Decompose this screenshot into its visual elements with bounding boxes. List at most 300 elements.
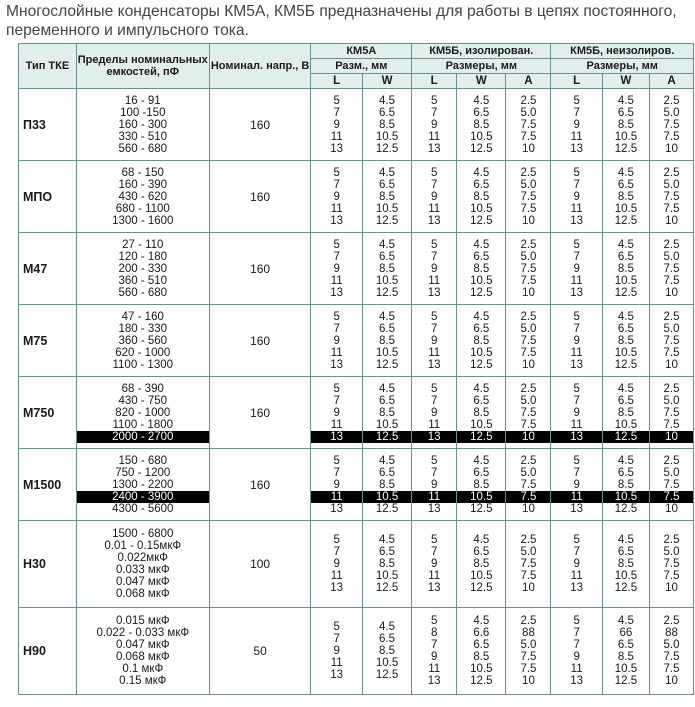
insulated-W-value: 6.5 bbox=[473, 178, 490, 191]
capacitance-value: 1100 - 1800 bbox=[112, 418, 174, 431]
insulated-W-cell bbox=[457, 608, 506, 695]
tke-type-cell: Н90 bbox=[19, 608, 77, 695]
page-title: Многослойные конденсаторы КМ5А, КМ5Б предназначены для работы в цепях постоянного, переменного и импульсного тока. bbox=[6, 3, 677, 39]
noninsulated-W-value: 12.5 bbox=[614, 214, 638, 227]
noninsulated-L-value: 13 bbox=[570, 142, 584, 155]
km5a-L-value: 13 bbox=[330, 142, 344, 155]
capacitance-value: 200 - 330 bbox=[118, 262, 168, 275]
noninsulated-A-value: 7.5 bbox=[663, 190, 680, 203]
km5a-L-value: 13 bbox=[330, 214, 344, 227]
noninsulated-A-value: 10 bbox=[650, 431, 693, 443]
insulated-L-value: 13 bbox=[427, 358, 441, 371]
capacitance-value: 1500 - 6800 bbox=[112, 528, 174, 540]
insulated-W-value: 8.5 bbox=[473, 190, 490, 203]
insulated-A-value: 7.5 bbox=[520, 118, 537, 131]
insulated-A-value: 2.5 bbox=[520, 94, 537, 107]
noninsulated-L-value: 13 bbox=[570, 582, 584, 594]
insulated-W-value: 12.5 bbox=[457, 431, 505, 443]
noninsulated-A-value: 5.0 bbox=[663, 546, 680, 558]
capacitance-value: 1300 - 2200 bbox=[112, 478, 174, 491]
insulated-A-value: 2.5 bbox=[520, 534, 537, 546]
insulated-W-value: 12.5 bbox=[470, 358, 493, 371]
noninsulated-L-value: 7 bbox=[573, 178, 580, 191]
noninsulated-A-value: 7.5 bbox=[663, 663, 680, 675]
km5a-L-value: 7 bbox=[333, 546, 340, 558]
insulated-W-cell bbox=[457, 521, 506, 608]
header-km5b-insulated: КМ5Б, изолирован. bbox=[412, 44, 551, 59]
km5a-L-value: 5 bbox=[333, 454, 340, 467]
km5a-W-value: 6.5 bbox=[379, 546, 396, 558]
insulated-A-cell bbox=[506, 521, 551, 608]
header-insulated-A: A bbox=[506, 74, 551, 89]
km5a-W-value: 10.5 bbox=[375, 418, 399, 431]
insulated-A-value: 2.5 bbox=[520, 310, 537, 323]
noninsulated-W-value: 8.5 bbox=[617, 651, 634, 663]
km5a-L-value: 13 bbox=[311, 431, 361, 443]
capacitance-value: 620 - 1000 bbox=[115, 346, 171, 359]
noninsulated-L-value: 7 bbox=[573, 627, 580, 639]
km5a-W-value: 10.5 bbox=[363, 491, 411, 503]
noninsulated-L-cell bbox=[551, 305, 602, 377]
insulated-L-value: 5 bbox=[430, 615, 438, 627]
insulated-L-value: 13 bbox=[427, 286, 441, 299]
insulated-W-value: 12.5 bbox=[470, 142, 493, 155]
insulated-L-value: 9 bbox=[430, 262, 438, 275]
insulated-A-value: 7.5 bbox=[520, 334, 537, 347]
km5a-L-value: 7 bbox=[333, 250, 340, 263]
insulated-L-value: 13 bbox=[427, 502, 441, 515]
rated-voltage-cell: 50 bbox=[209, 608, 311, 695]
insulated-A-value: 2.5 bbox=[520, 238, 537, 251]
km5a-L-value: 13 bbox=[330, 358, 344, 371]
km5a-L-cell bbox=[311, 521, 362, 608]
noninsulated-W-value: 12.5 bbox=[614, 502, 638, 515]
noninsulated-L-value: 11 bbox=[570, 130, 583, 143]
insulated-W-value: 4.5 bbox=[473, 534, 490, 546]
km5a-W-value: 12.5 bbox=[375, 142, 399, 155]
km5a-W-value: 10.5 bbox=[375, 657, 399, 669]
noninsulated-L-value: 9 bbox=[573, 262, 580, 275]
capacitance-value: 1100 - 1300 bbox=[112, 358, 174, 371]
km5a-W-value: 6.5 bbox=[379, 178, 396, 191]
insulated-L-value: 7 bbox=[430, 394, 438, 407]
noninsulated-L-value: 11 bbox=[551, 491, 601, 503]
insulated-W-value: 6.5 bbox=[473, 106, 490, 119]
insulated-L-value: 7 bbox=[430, 546, 438, 558]
noninsulated-L-cell bbox=[551, 161, 602, 233]
insulated-L-value: 11 bbox=[428, 346, 441, 359]
insulated-A-value: 10 bbox=[506, 431, 550, 443]
tke-type-cell: МПО bbox=[19, 161, 77, 233]
noninsulated-A-value: 2.5 bbox=[663, 238, 680, 251]
insulated-A-value: 10 bbox=[522, 214, 535, 227]
km5a-W-cell bbox=[362, 449, 411, 521]
km5a-L-value: 11 bbox=[330, 274, 343, 287]
insulated-L-value: 7 bbox=[430, 639, 438, 651]
noninsulated-W-value: 10.5 bbox=[614, 570, 638, 582]
km5a-L-value: 9 bbox=[333, 406, 340, 419]
noninsulated-L-value: 9 bbox=[573, 118, 580, 131]
km5a-L-cell bbox=[311, 449, 362, 521]
insulated-W-value: 10.5 bbox=[470, 663, 493, 675]
insulated-W-value: 12.5 bbox=[470, 582, 493, 594]
noninsulated-W-value: 4.5 bbox=[617, 382, 634, 395]
noninsulated-W-value: 8.5 bbox=[617, 406, 634, 419]
insulated-L-value: 13 bbox=[427, 214, 441, 227]
insulated-L-value: 13 bbox=[427, 582, 441, 594]
km5a-W-value: 12.5 bbox=[375, 214, 399, 227]
km5a-L-value: 5 bbox=[333, 238, 340, 251]
insulated-A-value: 5.0 bbox=[520, 394, 537, 407]
insulated-W-value: 12.5 bbox=[470, 214, 493, 227]
insulated-W-value: 6.6 bbox=[473, 627, 490, 639]
insulated-L-value: 9 bbox=[430, 118, 438, 131]
noninsulated-A-value: 10 bbox=[665, 142, 678, 155]
capacitance-value: 0.047 мкФ bbox=[115, 639, 170, 651]
insulated-A-value: 7.5 bbox=[520, 651, 537, 663]
noninsulated-L-value: 11 bbox=[570, 570, 583, 582]
noninsulated-L-value: 7 bbox=[573, 466, 580, 479]
insulated-A-value: 5.0 bbox=[520, 106, 537, 119]
noninsulated-A-value: 10 bbox=[665, 214, 678, 227]
noninsulated-W-value: 6.5 bbox=[617, 639, 634, 651]
insulated-A-cell bbox=[506, 161, 551, 233]
insulated-A-cell bbox=[506, 233, 551, 305]
header-noninsulated-sizes: Размеры, мм bbox=[551, 59, 694, 74]
rated-voltage-cell: 160 bbox=[209, 449, 311, 521]
noninsulated-L-value: 5 bbox=[573, 382, 580, 395]
noninsulated-L-value: 5 bbox=[573, 534, 580, 546]
km5a-W-value: 10.5 bbox=[375, 346, 399, 359]
insulated-L-value: 13 bbox=[427, 142, 441, 155]
capacitance-value: 120 - 180 bbox=[118, 250, 168, 263]
insulated-L-value: 8 bbox=[430, 627, 438, 639]
insulated-L-value: 13 bbox=[427, 675, 441, 687]
km5a-L-value: 9 bbox=[333, 118, 340, 131]
insulated-A-value: 7.5 bbox=[520, 406, 537, 419]
insulated-A-value: 10 bbox=[522, 502, 535, 515]
capacitance-value: 160 - 390 bbox=[118, 178, 168, 191]
noninsulated-A-cell bbox=[650, 305, 694, 377]
noninsulated-A-value: 2.5 bbox=[663, 310, 680, 323]
noninsulated-W-value: 10.5 bbox=[614, 202, 638, 215]
noninsulated-A-value: 2.5 bbox=[663, 94, 680, 107]
capacitance-value: 4300 - 5600 bbox=[112, 502, 174, 515]
noninsulated-L-value: 5 bbox=[573, 238, 580, 251]
noninsulated-W-value: 66 bbox=[619, 627, 633, 639]
km5a-L-value: 7 bbox=[333, 466, 340, 479]
tke-type-cell: М1500 bbox=[19, 449, 77, 521]
km5a-L-cell bbox=[311, 608, 362, 695]
insulated-L-value: 11 bbox=[428, 274, 441, 287]
noninsulated-L-value: 11 bbox=[570, 418, 583, 431]
insulated-A-value: 7.5 bbox=[520, 663, 537, 675]
header-insulated-W: W bbox=[457, 74, 506, 89]
noninsulated-L-value: 11 bbox=[570, 346, 583, 359]
header-km5a: КМ5А bbox=[311, 44, 412, 59]
insulated-A-value: 5.0 bbox=[520, 322, 537, 335]
header-insulated-L: L bbox=[412, 74, 457, 89]
insulated-W-value: 10.5 bbox=[470, 202, 493, 215]
insulated-A-value: 2.5 bbox=[520, 382, 537, 395]
capacitance-value: 560 - 680 bbox=[118, 286, 168, 299]
insulated-L-cell bbox=[412, 521, 457, 608]
noninsulated-A-value: 5.0 bbox=[663, 106, 680, 119]
capacitance-value: 0.047 мкФ bbox=[115, 576, 170, 588]
noninsulated-L-cell bbox=[551, 449, 602, 521]
insulated-L-value: 5 bbox=[430, 166, 438, 179]
insulated-W-value: 10.5 bbox=[470, 274, 493, 287]
km5a-W-value: 4.5 bbox=[379, 621, 396, 633]
km5a-W-value: 6.5 bbox=[379, 250, 396, 263]
insulated-W-value: 6.5 bbox=[473, 466, 490, 479]
noninsulated-W-value: 10.5 bbox=[614, 274, 638, 287]
insulated-A-value: 7.5 bbox=[520, 130, 537, 143]
insulated-W-value: 4.5 bbox=[473, 615, 490, 627]
capacitance-value: 27 - 110 bbox=[122, 238, 164, 251]
insulated-L-value: 9 bbox=[430, 406, 438, 419]
noninsulated-W-value: 12.5 bbox=[614, 286, 638, 299]
insulated-W-value: 12.5 bbox=[470, 502, 493, 515]
insulated-L-cell bbox=[412, 161, 457, 233]
noninsulated-W-value: 6.5 bbox=[617, 322, 634, 335]
insulated-A-cell bbox=[506, 449, 551, 521]
km5a-L-value: 7 bbox=[333, 322, 340, 335]
noninsulated-W-cell bbox=[602, 161, 649, 233]
km5a-L-cell bbox=[311, 377, 362, 449]
insulated-W-value: 8.5 bbox=[473, 406, 490, 419]
insulated-A-value: 7.5 bbox=[506, 491, 550, 503]
noninsulated-A-value: 5.0 bbox=[663, 322, 680, 335]
insulated-L-value: 5 bbox=[430, 310, 438, 323]
noninsulated-A-value: 5.0 bbox=[663, 466, 680, 479]
insulated-L-value: 7 bbox=[430, 250, 438, 263]
km5a-L-value: 11 bbox=[330, 202, 343, 215]
table-row bbox=[19, 305, 694, 377]
noninsulated-L-value: 11 bbox=[570, 663, 583, 675]
tke-type-cell: М75 bbox=[19, 305, 77, 377]
km5a-W-value: 6.5 bbox=[379, 106, 396, 119]
insulated-W-value: 4.5 bbox=[473, 454, 490, 467]
noninsulated-W-cell bbox=[602, 233, 649, 305]
km5a-L-value: 5 bbox=[333, 94, 340, 107]
insulated-A-value: 5.0 bbox=[520, 546, 537, 558]
noninsulated-A-cell bbox=[650, 233, 694, 305]
noninsulated-A-value: 10 bbox=[665, 502, 678, 515]
rated-voltage-cell: 160 bbox=[209, 377, 311, 449]
capacitance-value: 560 - 680 bbox=[118, 142, 168, 155]
km5a-L-value: 7 bbox=[333, 633, 340, 645]
km5a-W-value: 10.5 bbox=[375, 274, 399, 287]
noninsulated-W-value: 4.5 bbox=[617, 310, 634, 323]
insulated-A-value: 7.5 bbox=[520, 190, 537, 203]
km5a-L-value: 9 bbox=[333, 262, 340, 275]
header-km5a-W: W bbox=[362, 74, 411, 89]
noninsulated-W-cell bbox=[602, 305, 649, 377]
capacitance-value: 430 - 620 bbox=[118, 190, 168, 203]
capacitance-value: 47 - 160 bbox=[121, 310, 164, 323]
insulated-L-value: 7 bbox=[430, 178, 438, 191]
km5a-W-value: 12.5 bbox=[375, 582, 399, 594]
noninsulated-A-value: 88 bbox=[665, 627, 678, 639]
noninsulated-A-value: 7.5 bbox=[663, 346, 680, 359]
insulated-W-value: 4.5 bbox=[473, 166, 490, 179]
km5a-W-value: 10.5 bbox=[375, 130, 399, 143]
insulated-W-value: 12.5 bbox=[470, 286, 493, 299]
header-rated-voltage: Номинал. напр., В bbox=[209, 44, 311, 89]
noninsulated-W-value: 4.5 bbox=[617, 238, 634, 251]
noninsulated-W-value: 10.5 bbox=[614, 130, 638, 143]
km5a-L-cell bbox=[311, 305, 362, 377]
capacitance-cell bbox=[76, 89, 209, 161]
noninsulated-L-value: 13 bbox=[570, 502, 584, 515]
capacitance-value: 360 - 510 bbox=[118, 274, 168, 287]
insulated-W-value: 8.5 bbox=[473, 651, 490, 663]
insulated-L-value: 7 bbox=[430, 466, 438, 479]
table-row bbox=[19, 233, 694, 305]
km5a-L-cell bbox=[311, 233, 362, 305]
insulated-W-cell bbox=[457, 449, 506, 521]
noninsulated-A-cell bbox=[650, 377, 694, 449]
insulated-W-value: 10.5 bbox=[470, 346, 493, 359]
tke-type-cell: П33 bbox=[19, 89, 77, 161]
header-insulated-sizes: Размеры, мм bbox=[412, 59, 551, 74]
insulated-A-value: 7.5 bbox=[520, 558, 537, 570]
km5a-W-value: 8.5 bbox=[379, 262, 396, 275]
insulated-A-value: 10 bbox=[522, 286, 535, 299]
km5a-L-cell bbox=[311, 161, 362, 233]
insulated-A-value: 7.5 bbox=[520, 570, 537, 582]
km5a-W-value: 8.5 bbox=[379, 558, 396, 570]
capacitance-value: 68 - 150 bbox=[121, 166, 164, 179]
noninsulated-A-cell bbox=[650, 521, 694, 608]
insulated-W-value: 10.5 bbox=[470, 418, 493, 431]
noninsulated-L-value: 11 bbox=[570, 274, 583, 287]
insulated-L-value: 5 bbox=[430, 534, 438, 546]
insulated-A-value: 88 bbox=[522, 627, 535, 639]
table-body bbox=[19, 89, 694, 695]
insulated-L-value: 11 bbox=[428, 418, 441, 431]
capacitance-cell bbox=[76, 521, 209, 608]
insulated-L-value: 5 bbox=[430, 454, 438, 467]
noninsulated-W-value: 4.5 bbox=[617, 94, 634, 107]
noninsulated-W-value: 4.5 bbox=[617, 166, 634, 179]
noninsulated-W-cell bbox=[602, 521, 649, 608]
km5a-W-value: 4.5 bbox=[379, 454, 396, 467]
insulated-A-value: 7.5 bbox=[520, 346, 537, 359]
km5a-L-value: 5 bbox=[333, 534, 340, 546]
noninsulated-W-value: 4.5 bbox=[617, 454, 634, 467]
km5a-W-value: 8.5 bbox=[379, 190, 396, 203]
noninsulated-A-cell bbox=[650, 161, 694, 233]
insulated-L-value: 11 bbox=[428, 570, 441, 582]
km5a-L-value: 7 bbox=[333, 178, 340, 191]
insulated-W-value: 8.5 bbox=[473, 262, 490, 275]
insulated-L-value: 7 bbox=[430, 106, 438, 119]
noninsulated-W-value: 10.5 bbox=[603, 491, 649, 503]
noninsulated-A-value: 7.5 bbox=[663, 570, 680, 582]
noninsulated-L-cell bbox=[551, 608, 602, 695]
capacitance-value: 820 - 1000 bbox=[115, 406, 171, 419]
insulated-A-cell bbox=[506, 377, 551, 449]
rated-voltage-cell: 160 bbox=[209, 89, 311, 161]
km5a-L-value: 5 bbox=[333, 382, 340, 395]
header-noninsulated-A: A bbox=[650, 74, 694, 89]
noninsulated-W-cell bbox=[602, 608, 649, 695]
km5a-W-value: 12.5 bbox=[375, 669, 399, 681]
insulated-L-value: 11 bbox=[412, 491, 456, 503]
table-row bbox=[19, 89, 694, 161]
km5a-L-value: 9 bbox=[333, 558, 340, 570]
noninsulated-L-cell bbox=[551, 521, 602, 608]
noninsulated-W-cell bbox=[602, 89, 649, 161]
noninsulated-L-value: 11 bbox=[570, 202, 583, 215]
km5a-W-cell bbox=[362, 377, 411, 449]
noninsulated-W-value: 4.5 bbox=[617, 534, 634, 546]
noninsulated-L-value: 9 bbox=[573, 651, 580, 663]
km5a-L-value: 9 bbox=[333, 478, 340, 491]
km5a-L-value: 9 bbox=[333, 334, 340, 347]
capacitance-value: 0.022 - 0.033 мкФ bbox=[96, 627, 190, 639]
rated-voltage-cell: 160 bbox=[209, 161, 311, 233]
km5a-L-value: 5 bbox=[333, 621, 340, 633]
km5a-L-value: 11 bbox=[330, 130, 343, 143]
header-km5a-L: L bbox=[311, 74, 362, 89]
noninsulated-W-cell bbox=[602, 377, 649, 449]
noninsulated-A-value: 5.0 bbox=[663, 250, 680, 263]
insulated-W-value: 12.5 bbox=[470, 675, 493, 687]
km5a-L-value: 13 bbox=[330, 502, 344, 515]
insulated-W-value: 4.5 bbox=[473, 94, 490, 107]
capacitance-value: 360 - 560 bbox=[118, 334, 168, 347]
table-row bbox=[19, 449, 694, 521]
noninsulated-L-value: 7 bbox=[573, 639, 580, 651]
noninsulated-W-value: 6.5 bbox=[617, 250, 634, 263]
insulated-W-value: 10.5 bbox=[470, 130, 493, 143]
capacitance-cell bbox=[76, 608, 209, 695]
km5a-W-cell bbox=[362, 161, 411, 233]
insulated-W-value: 8.5 bbox=[473, 118, 490, 131]
insulated-A-value: 7.5 bbox=[520, 418, 537, 431]
header-km5a-sizes: Разм., мм bbox=[311, 59, 412, 74]
insulated-L-cell bbox=[412, 305, 457, 377]
noninsulated-A-value: 2.5 bbox=[663, 615, 680, 627]
noninsulated-W-value: 10.5 bbox=[614, 663, 638, 675]
noninsulated-L-value: 7 bbox=[573, 322, 580, 335]
noninsulated-W-value: 6.5 bbox=[617, 178, 634, 191]
insulated-W-value: 4.5 bbox=[473, 382, 490, 395]
insulated-A-value: 5.0 bbox=[520, 639, 537, 651]
km5a-L-value: 11 bbox=[330, 570, 343, 582]
noninsulated-W-value: 8.5 bbox=[617, 262, 634, 275]
capacitance-cell bbox=[76, 233, 209, 305]
insulated-A-value: 7.5 bbox=[520, 202, 537, 215]
km5a-W-cell bbox=[362, 608, 411, 695]
noninsulated-L-cell bbox=[551, 377, 602, 449]
km5a-W-cell bbox=[362, 89, 411, 161]
insulated-L-cell bbox=[412, 233, 457, 305]
noninsulated-A-value: 5.0 bbox=[663, 639, 680, 651]
noninsulated-L-value: 13 bbox=[570, 358, 584, 371]
km5a-W-value: 8.5 bbox=[379, 118, 396, 131]
noninsulated-A-value: 7.5 bbox=[663, 334, 680, 347]
km5a-L-value: 7 bbox=[333, 394, 340, 407]
noninsulated-A-value: 10 bbox=[665, 358, 678, 371]
km5a-W-value: 10.5 bbox=[375, 570, 399, 582]
capacitance-cell bbox=[76, 305, 209, 377]
noninsulated-L-value: 7 bbox=[573, 546, 580, 558]
km5a-L-value: 9 bbox=[333, 190, 340, 203]
